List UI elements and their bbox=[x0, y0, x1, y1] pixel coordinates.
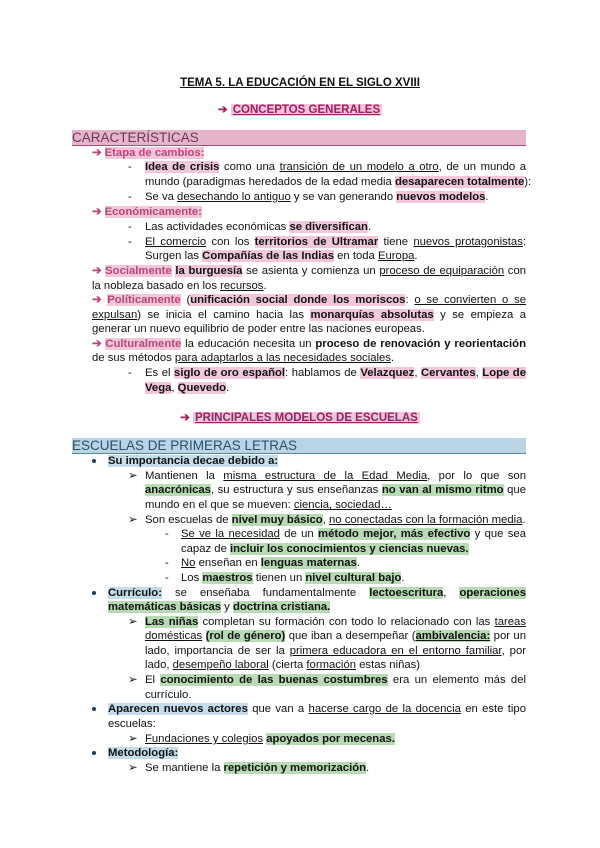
bullet-icon bbox=[92, 707, 96, 711]
dash-marker: - bbox=[165, 557, 169, 569]
text-line: Surgen las Compañías de las Indias en toda Europa. bbox=[145, 250, 418, 262]
subtitle-modelos: ➔ PRINCIPALES MODELOS DE ESCUELAS bbox=[180, 412, 418, 424]
dash-marker: - bbox=[128, 161, 132, 173]
item-curriculo: Currículo: se enseñaba fundamentalmente lectoescritura, operaciones bbox=[108, 587, 526, 599]
bullet-icon bbox=[92, 459, 96, 463]
item-socialmente: ➔ Socialmente la burguesía se asienta y comienza un proceso de equiparación con bbox=[92, 265, 526, 277]
text-line: anacrónicas, su estructura y sus enseñanzas no van al mismo ritmo que bbox=[145, 484, 526, 496]
text-line: Los maestros tienen un nivel cultural bajo. bbox=[181, 572, 405, 584]
item-metodologia: Metodología: bbox=[108, 747, 179, 759]
text-line: El comercio con los territorios de Ultramar tiene nuevos protagonistas: bbox=[145, 236, 526, 248]
arrow-icon: ➔ bbox=[92, 294, 102, 306]
text-line: escuelas: bbox=[108, 718, 156, 730]
arrowhead-icon: ➢ bbox=[128, 733, 138, 745]
text-line: Vega, Quevedo. bbox=[145, 382, 230, 394]
item-culturalmente: ➔ Culturalmente la educación necesita un proceso de renovación y reorientación bbox=[92, 338, 526, 350]
arrowhead-icon: ➢ bbox=[128, 762, 138, 774]
dash-marker: - bbox=[165, 528, 169, 540]
text-line: Fundaciones y colegios apoyados por mecenas. bbox=[145, 733, 395, 745]
text-line: Mantienen la misma estructura de la Edad Media, por lo que son bbox=[145, 470, 526, 482]
text-line: Las actividades económicas se diversifican. bbox=[145, 221, 372, 233]
text-line: currículo. bbox=[145, 689, 192, 701]
text-line: de sus métodos para adaptarlos a las necesidades sociales. bbox=[92, 352, 395, 364]
text-line: matemáticas básicas y doctrina cristiana. bbox=[108, 601, 331, 613]
text-line: Se va desechando lo antiguo y se van generando nuevos modelos. bbox=[145, 191, 489, 203]
text-line: Idea de crisis como una transición de un modelo a otro, de un mundo a bbox=[145, 161, 526, 173]
arrowhead-icon: ➢ bbox=[128, 616, 138, 628]
arrowhead-icon: ➢ bbox=[128, 470, 138, 482]
item-actores: Aparecen nuevos actores que van a hacerse cargo de la docencia en este tipo bbox=[108, 703, 526, 715]
text-line: Es el siglo de oro español: hablamos de Velazquez, Cervantes, Lope de bbox=[145, 367, 526, 379]
text-line: mundo (paradigmas heredados de la edad media desaparecen totalmente): bbox=[145, 176, 532, 188]
text-line: la nobleza basado en los recursos. bbox=[92, 280, 267, 292]
arrow-icon: ➔ bbox=[92, 206, 102, 218]
page-title: TEMA 5. LA EDUCACIÓN EN EL SIGLO XVIII bbox=[180, 77, 420, 89]
arrow-icon: ➔ bbox=[217, 104, 228, 116]
text-line: No enseñan en lenguas maternas. bbox=[181, 557, 360, 569]
text-line: Se mantiene la repetición y memorización. bbox=[145, 762, 370, 774]
arrow-icon: ➔ bbox=[180, 412, 190, 424]
arrow-icon: ➔ bbox=[92, 147, 102, 159]
section-escuelas: ESCUELAS DE PRIMERAS LETRAS bbox=[72, 438, 526, 454]
item-economicamente: ➔ Económicamente: bbox=[92, 206, 202, 218]
item-etapa: ➔ Etapa de cambios: bbox=[92, 147, 205, 159]
arrow-icon: ➔ bbox=[92, 265, 102, 277]
subtitle-conceptos: ➔ CONCEPTOS GENERALES bbox=[217, 104, 381, 116]
bullet-icon bbox=[92, 751, 96, 755]
text-line: mundo en el que se mueven: ciencia, sociedad… bbox=[145, 499, 392, 511]
text-line: Las niñas completan su formación con todo lo relacionado con las tareas bbox=[145, 616, 526, 628]
dash-marker: - bbox=[128, 191, 132, 203]
text-line: El conocimiento de las buenas costumbres era un elemento más del bbox=[145, 674, 526, 686]
bullet-icon bbox=[92, 591, 96, 595]
item-politicamente: ➔ Políticamente (unificación social donde los moriscos: o se convierten o se bbox=[92, 294, 526, 306]
item-importancia: Su importancia decae debido a: bbox=[108, 455, 279, 467]
section-caracteristicas: CARACTERÍSTICAS bbox=[72, 130, 526, 146]
text-line: Se ve la necesidad de un método mejor, más efectivo y que sea bbox=[181, 528, 526, 540]
text-line: lado, importancia de ser la primera educadora en el entorno familiar, por bbox=[145, 645, 526, 657]
text-line: lado, desempeño laboral (cierta formación estas niñas) bbox=[145, 659, 421, 671]
text-line: capaz de incluir los conocimientos y ciencias nuevas. bbox=[181, 543, 469, 555]
arrowhead-icon: ➢ bbox=[128, 514, 138, 526]
dash-marker: - bbox=[128, 367, 132, 379]
text-line: domésticas (rol de género) que iban a desempeñar (ambivalencia: por un bbox=[145, 630, 526, 642]
text-line: expulsan) se inicia el camino hacia las monarquías absolutas y se empieza a bbox=[92, 309, 526, 321]
dash-marker: - bbox=[128, 236, 132, 248]
text-line: generar un nuevo equilibrio de poder entre las naciones europeas. bbox=[92, 323, 425, 335]
text-line: Son escuelas de nivel muy básico, no conectadas con la formación media. bbox=[145, 514, 526, 526]
arrowhead-icon: ➢ bbox=[128, 674, 138, 686]
dash-marker: - bbox=[128, 221, 132, 233]
dash-marker: - bbox=[165, 572, 169, 584]
arrow-icon: ➔ bbox=[92, 338, 102, 350]
